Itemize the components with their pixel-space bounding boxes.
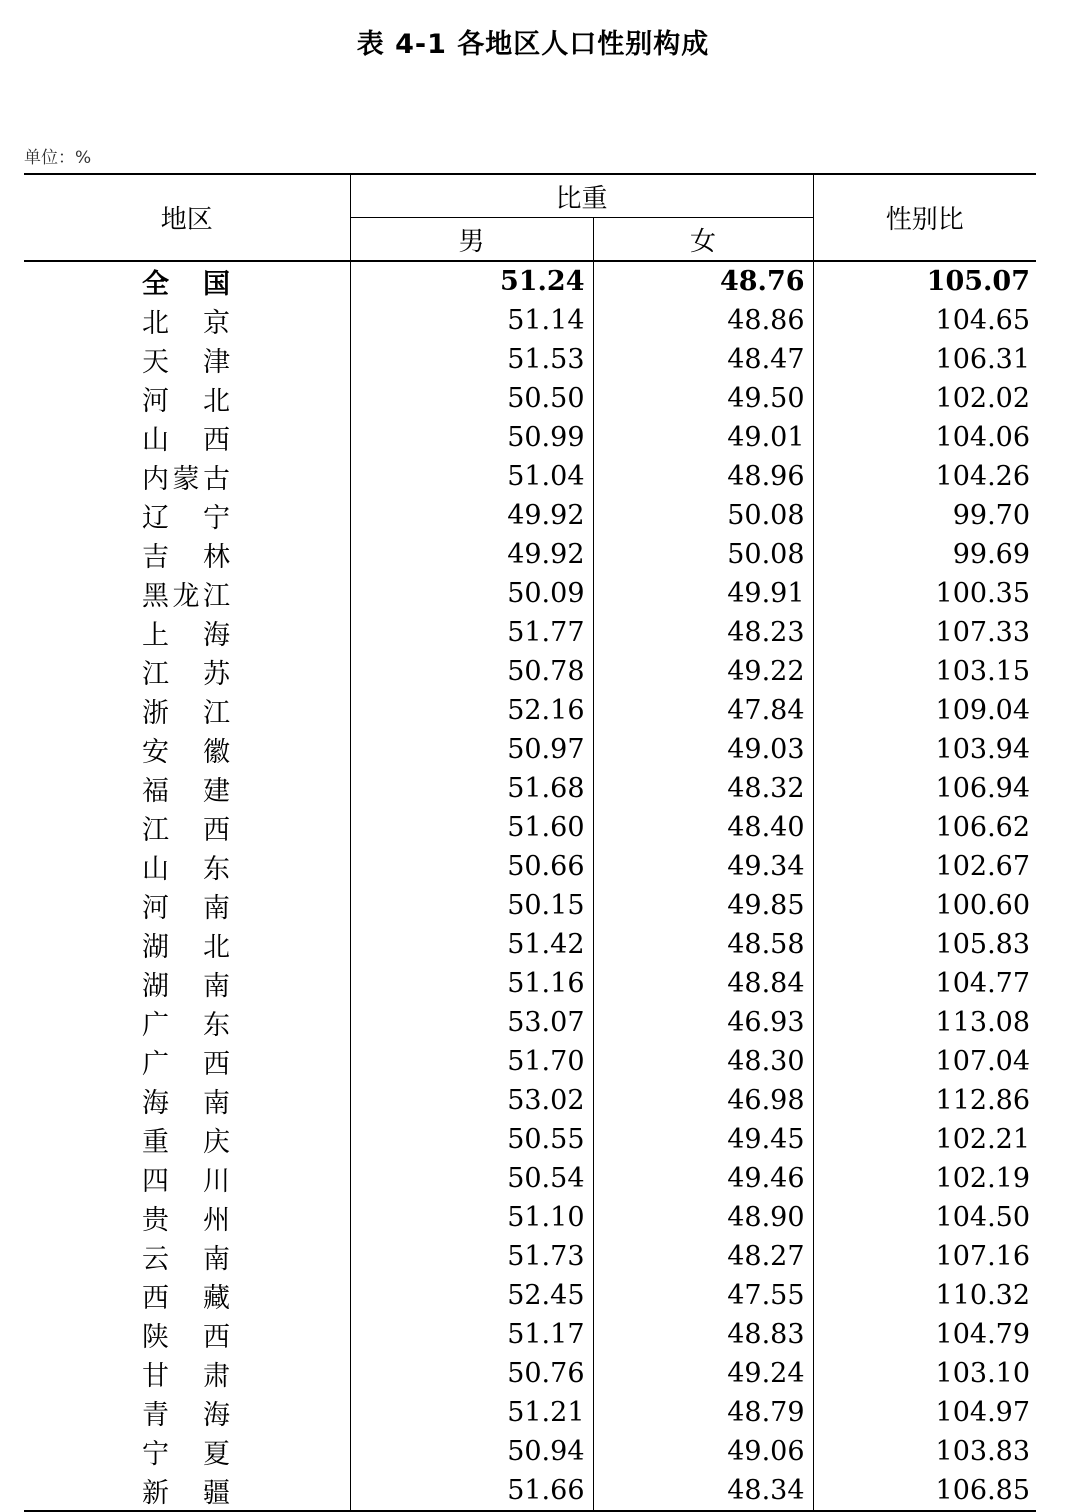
female-percent-cell: 49.06 [593,1432,813,1471]
female-percent-cell: 48.79 [593,1393,813,1432]
male-percent-cell: 51.73 [350,1237,593,1276]
region-cell [24,379,350,418]
region-cell [24,418,350,457]
female-percent-cell: 49.45 [593,1120,813,1159]
region-cell [24,730,350,769]
region-cell [24,769,350,808]
region-name: 福建 [142,776,230,807]
region-cell [24,1315,350,1354]
table-row [24,340,1036,379]
female-percent-cell: 48.47 [593,340,813,379]
region-name: 新疆 [142,1478,230,1509]
region-name: 海南 [142,1088,230,1119]
female-percent-cell: 49.46 [593,1159,813,1198]
sex-ratio-cell: 103.15 [813,652,1036,691]
header-male: 男 [350,218,593,262]
female-percent-cell: 49.91 [593,574,813,613]
female-percent-cell: 48.23 [593,613,813,652]
sex-ratio-cell: 104.06 [813,418,1036,457]
region-cell [24,301,350,340]
table-row [24,1315,1036,1354]
table-row [24,769,1036,808]
table-row [24,652,1036,691]
table-body [24,261,1036,1511]
male-percent-cell: 50.78 [350,652,593,691]
sex-ratio-cell: 99.70 [813,496,1036,535]
female-percent-cell: 49.34 [593,847,813,886]
region-name: 天津 [142,347,230,378]
region-cell [24,691,350,730]
sex-ratio-cell: 105.07 [813,261,1036,301]
female-percent-cell: 48.32 [593,769,813,808]
region-cell [24,886,350,925]
male-percent-cell: 50.55 [350,1120,593,1159]
table-row [24,964,1036,1003]
sex-ratio-cell: 100.35 [813,574,1036,613]
table-row [24,1042,1036,1081]
region-name: 云南 [142,1244,230,1275]
region-name: 湖北 [142,932,230,963]
region-name: 北京 [142,308,230,339]
table-row [24,1198,1036,1237]
region-name: 四川 [142,1166,230,1197]
sex-ratio-cell: 102.67 [813,847,1036,886]
sex-ratio-cell: 112.86 [813,1081,1036,1120]
male-percent-cell: 51.68 [350,769,593,808]
male-percent-cell: 50.97 [350,730,593,769]
region-name: 山东 [142,854,230,885]
header-female: 女 [593,218,813,262]
region-name: 浙江 [142,698,230,729]
table-row [24,1120,1036,1159]
sex-ratio-cell: 107.04 [813,1042,1036,1081]
region-name: 河北 [142,386,230,417]
table-row [24,1237,1036,1276]
male-percent-cell: 51.70 [350,1042,593,1081]
table-header [24,174,1036,261]
male-percent-cell: 51.16 [350,964,593,1003]
table-row [24,613,1036,652]
female-percent-cell: 49.85 [593,886,813,925]
male-percent-cell: 49.92 [350,535,593,574]
male-percent-cell: 51.10 [350,1198,593,1237]
sex-ratio-cell: 106.94 [813,769,1036,808]
region-name: 上海 [142,620,230,651]
male-percent-cell: 52.16 [350,691,593,730]
sex-ratio-table [24,173,1036,1512]
region-cell [24,1471,350,1511]
male-percent-cell: 51.77 [350,613,593,652]
female-percent-cell: 48.40 [593,808,813,847]
region-cell [24,261,350,301]
sex-ratio-cell: 106.31 [813,340,1036,379]
region-cell [24,1081,350,1120]
male-percent-cell: 50.09 [350,574,593,613]
sex-ratio-cell: 102.19 [813,1159,1036,1198]
male-percent-cell: 53.02 [350,1081,593,1120]
region-cell [24,1393,350,1432]
region-name: 吉林 [142,542,230,573]
region-name: 广西 [142,1049,230,1080]
table-row [24,379,1036,418]
region-cell [24,1003,350,1042]
sex-ratio-cell: 102.02 [813,379,1036,418]
table-row [24,925,1036,964]
sex-ratio-cell: 104.26 [813,457,1036,496]
sex-ratio-cell: 104.97 [813,1393,1036,1432]
table-row [24,301,1036,340]
table-row [24,1159,1036,1198]
unit-label: 单位：% [24,148,92,168]
region-name: 内蒙古 [142,464,230,495]
male-percent-cell: 51.24 [350,261,593,301]
region-cell [24,496,350,535]
female-percent-cell: 48.84 [593,964,813,1003]
region-cell [24,340,350,379]
region-name: 陕西 [142,1322,230,1353]
region-name: 宁夏 [142,1439,230,1470]
region-cell [24,613,350,652]
region-name: 青海 [142,1400,230,1431]
table-row [24,574,1036,613]
table-row [24,730,1036,769]
table-row [24,1471,1036,1511]
region-name: 广东 [142,1010,230,1041]
male-percent-cell: 52.45 [350,1276,593,1315]
region-cell [24,1159,350,1198]
female-percent-cell: 46.98 [593,1081,813,1120]
male-percent-cell: 51.53 [350,340,593,379]
female-percent-cell: 48.27 [593,1237,813,1276]
male-percent-cell: 51.66 [350,1471,593,1511]
header-sex-ratio: 性别比 [813,174,1036,261]
sex-ratio-cell: 106.85 [813,1471,1036,1511]
header-proportion: 比重 [350,174,813,218]
sex-ratio-cell: 107.16 [813,1237,1036,1276]
region-name: 安徽 [142,737,230,768]
table-row [24,535,1036,574]
female-percent-cell: 47.55 [593,1276,813,1315]
sex-ratio-cell: 109.04 [813,691,1036,730]
region-cell [24,652,350,691]
female-percent-cell: 50.08 [593,535,813,574]
header-region: 地区 [24,174,350,261]
region-name: 河南 [142,893,230,924]
region-cell [24,574,350,613]
male-percent-cell: 50.50 [350,379,593,418]
table-row [24,1354,1036,1393]
region-name: 重庆 [142,1127,230,1158]
table-row [24,847,1036,886]
table-row [24,886,1036,925]
male-percent-cell: 50.54 [350,1159,593,1198]
table-row [24,1393,1036,1432]
male-percent-cell: 51.14 [350,301,593,340]
region-name: 江西 [142,815,230,846]
male-percent-cell: 51.04 [350,457,593,496]
female-percent-cell: 50.08 [593,496,813,535]
male-percent-cell: 50.94 [350,1432,593,1471]
male-percent-cell: 50.76 [350,1354,593,1393]
region-name: 西藏 [142,1283,230,1314]
table-row [24,1003,1036,1042]
female-percent-cell: 46.93 [593,1003,813,1042]
table-row [24,261,1036,301]
male-percent-cell: 49.92 [350,496,593,535]
table-row [24,808,1036,847]
female-percent-cell: 49.22 [593,652,813,691]
sex-ratio-cell: 103.94 [813,730,1036,769]
region-cell [24,964,350,1003]
male-percent-cell: 50.66 [350,847,593,886]
sex-ratio-cell: 113.08 [813,1003,1036,1042]
female-percent-cell: 48.86 [593,301,813,340]
table-row [24,1432,1036,1471]
sex-ratio-cell: 103.83 [813,1432,1036,1471]
female-percent-cell: 48.90 [593,1198,813,1237]
female-percent-cell: 49.01 [593,418,813,457]
table-row [24,691,1036,730]
region-name: 江苏 [142,659,230,690]
female-percent-cell: 48.76 [593,261,813,301]
table-row [24,496,1036,535]
male-percent-cell: 51.17 [350,1315,593,1354]
male-percent-cell: 53.07 [350,1003,593,1042]
sex-ratio-cell: 99.69 [813,535,1036,574]
female-percent-cell: 48.58 [593,925,813,964]
region-cell [24,1120,350,1159]
sex-ratio-cell: 100.60 [813,886,1036,925]
male-percent-cell: 51.42 [350,925,593,964]
region-name: 贵州 [142,1205,230,1236]
female-percent-cell: 48.34 [593,1471,813,1511]
female-percent-cell: 48.30 [593,1042,813,1081]
page-title: 表 4-1 各地区人口性别构成 [356,29,710,60]
region-cell [24,1354,350,1393]
region-name: 湖南 [142,971,230,1002]
table-row [24,1276,1036,1315]
region-name: 山西 [142,425,230,456]
sex-ratio-cell: 105.83 [813,925,1036,964]
female-percent-cell: 49.24 [593,1354,813,1393]
region-cell [24,925,350,964]
sex-ratio-cell: 106.62 [813,808,1036,847]
region-cell [24,847,350,886]
sex-ratio-cell: 104.65 [813,301,1036,340]
region-cell [24,1042,350,1081]
male-percent-cell: 51.60 [350,808,593,847]
sex-ratio-cell: 104.79 [813,1315,1036,1354]
region-name: 甘肃 [142,1361,230,1392]
region-name: 辽宁 [142,503,230,534]
female-percent-cell: 47.84 [593,691,813,730]
female-percent-cell: 48.83 [593,1315,813,1354]
region-cell [24,808,350,847]
sex-ratio-cell: 103.10 [813,1354,1036,1393]
table-row [24,418,1036,457]
region-name: 黑龙江 [142,581,230,612]
region-cell [24,457,350,496]
female-percent-cell: 48.96 [593,457,813,496]
region-cell [24,1276,350,1315]
sex-ratio-cell: 104.50 [813,1198,1036,1237]
region-name: 全国 [142,269,230,300]
region-cell [24,1198,350,1237]
female-percent-cell: 49.50 [593,379,813,418]
male-percent-cell: 50.99 [350,418,593,457]
male-percent-cell: 51.21 [350,1393,593,1432]
female-percent-cell: 49.03 [593,730,813,769]
region-cell [24,1432,350,1471]
region-cell [24,535,350,574]
male-percent-cell: 50.15 [350,886,593,925]
sex-ratio-cell: 104.77 [813,964,1036,1003]
region-cell [24,1237,350,1276]
sex-ratio-cell: 107.33 [813,613,1036,652]
table-row [24,457,1036,496]
sex-ratio-cell: 102.21 [813,1120,1036,1159]
sex-ratio-cell: 110.32 [813,1276,1036,1315]
table-row [24,1081,1036,1120]
